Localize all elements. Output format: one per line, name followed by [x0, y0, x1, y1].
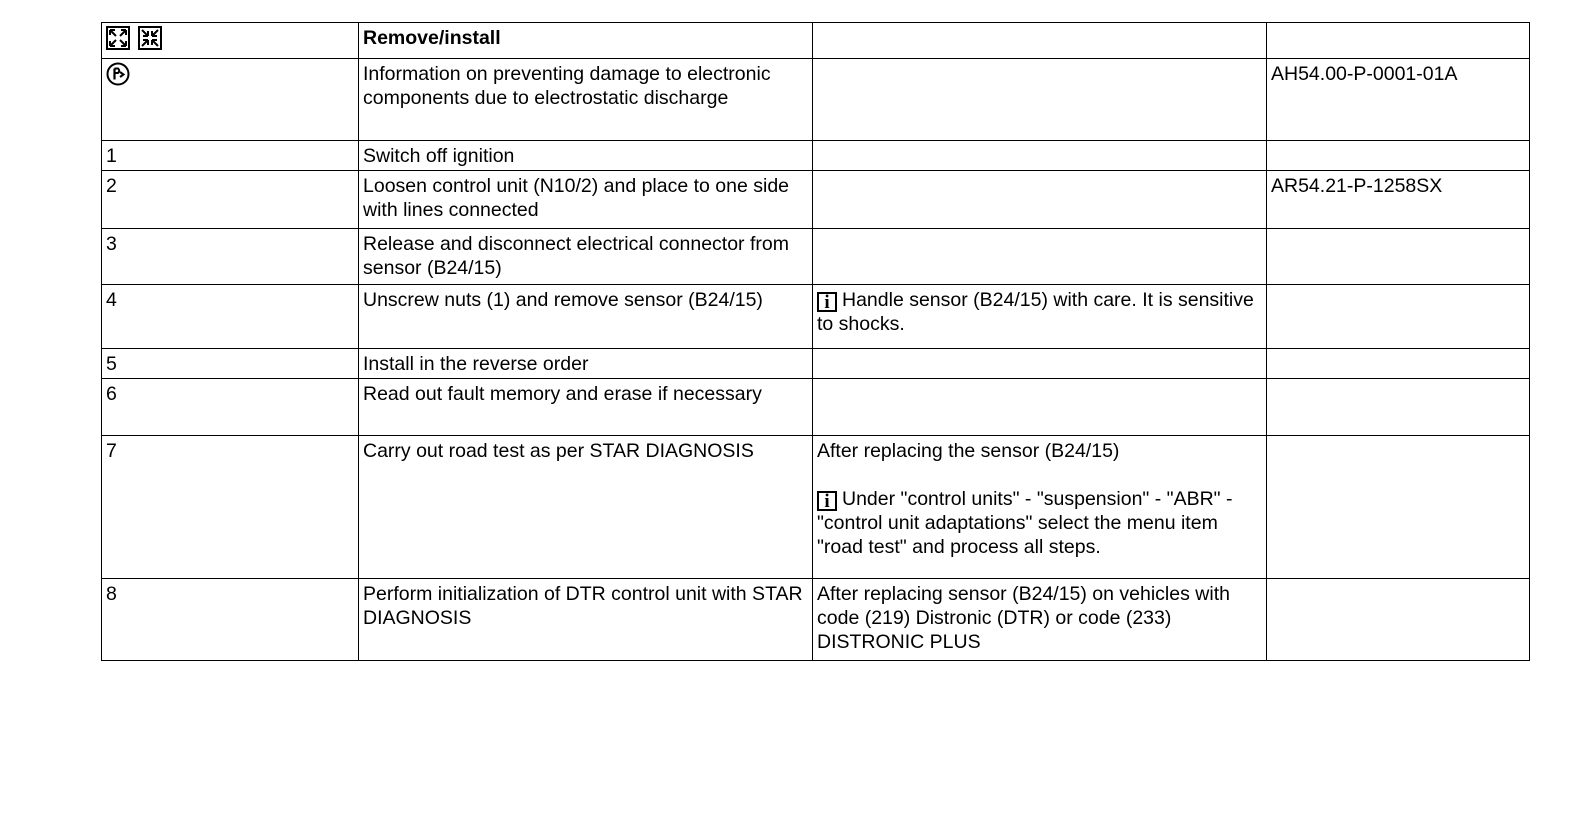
- step-reference: [1267, 436, 1530, 579]
- info-icon: i: [817, 491, 837, 511]
- header-note-cell: [813, 23, 1267, 59]
- step-action: Install in the reverse order: [359, 349, 813, 379]
- step-action: Switch off ignition: [359, 141, 813, 171]
- esd-icon-cell: [102, 59, 359, 141]
- step-note: [813, 229, 1267, 285]
- step-reference: [1267, 285, 1530, 349]
- header-reference-cell: [1267, 23, 1530, 59]
- step-note: [813, 171, 1267, 229]
- step-number: 7: [102, 436, 359, 579]
- step-note-info: Under "control units" - "suspension" - "ABR" - "control unit adaptations" select the menu item "road test" and process all steps.: [817, 488, 1233, 558]
- step-action: Read out fault memory and erase if necessary: [359, 379, 813, 436]
- step-note: [813, 379, 1267, 436]
- esd-text: Information on preventing damage to electronic components due to electrostatic discharge: [359, 59, 813, 141]
- step-number: 8: [102, 579, 359, 661]
- table-row: [102, 436, 1530, 579]
- table-row: [102, 349, 1530, 379]
- step-note: [813, 349, 1267, 379]
- header-row: [102, 23, 1530, 59]
- table-row: [102, 379, 1530, 436]
- table-row: [102, 229, 1530, 285]
- table-row: [102, 285, 1530, 349]
- expand-icon[interactable]: [106, 26, 130, 50]
- step-reference: [1267, 579, 1530, 661]
- step-note: [813, 285, 1267, 349]
- table-row: [102, 171, 1530, 229]
- esd-reference[interactable]: AH54.00-P-0001-01A: [1267, 59, 1530, 141]
- info-icon: i: [817, 292, 837, 312]
- header-title: Remove/install: [359, 23, 813, 59]
- step-number: 3: [102, 229, 359, 285]
- esd-warning-icon: [106, 62, 130, 86]
- header-icons-cell: [102, 23, 359, 59]
- step-number: 2: [102, 171, 359, 229]
- step-number: 1: [102, 141, 359, 171]
- step-action: Unscrew nuts (1) and remove sensor (B24/15): [359, 285, 813, 349]
- step-action: Loosen control unit (N10/2) and place to one side with lines connected: [359, 171, 813, 229]
- table-row: [102, 141, 1530, 171]
- step-reference: [1267, 349, 1530, 379]
- table-row: [102, 579, 1530, 661]
- step-note-text: After replacing the sensor (B24/15): [817, 440, 1120, 462]
- step-action: Perform initialization of DTR control unit with STAR DIAGNOSIS: [359, 579, 813, 661]
- esd-note-cell: [813, 59, 1267, 141]
- step-reference[interactable]: AR54.21-P-1258SX: [1267, 171, 1530, 229]
- step-reference: [1267, 379, 1530, 436]
- step-action: Carry out road test as per STAR DIAGNOSIS: [359, 436, 813, 579]
- step-reference: [1267, 229, 1530, 285]
- step-number: 6: [102, 379, 359, 436]
- step-action: Release and disconnect electrical connector from sensor (B24/15): [359, 229, 813, 285]
- step-number: 4: [102, 285, 359, 349]
- step-note-info: Handle sensor (B24/15) with care. It is sensitive to shocks.: [817, 289, 1254, 335]
- collapse-icon[interactable]: [138, 26, 162, 50]
- procedure-table: [101, 22, 1530, 661]
- step-note: [813, 436, 1267, 579]
- step-reference: [1267, 141, 1530, 171]
- step-note: [813, 141, 1267, 171]
- step-number: 5: [102, 349, 359, 379]
- step-note: After replacing sensor (B24/15) on vehicles with code (219) Distronic (DTR) or code (233) DISTRONIC PLUS: [813, 579, 1267, 661]
- esd-row: [102, 59, 1530, 141]
